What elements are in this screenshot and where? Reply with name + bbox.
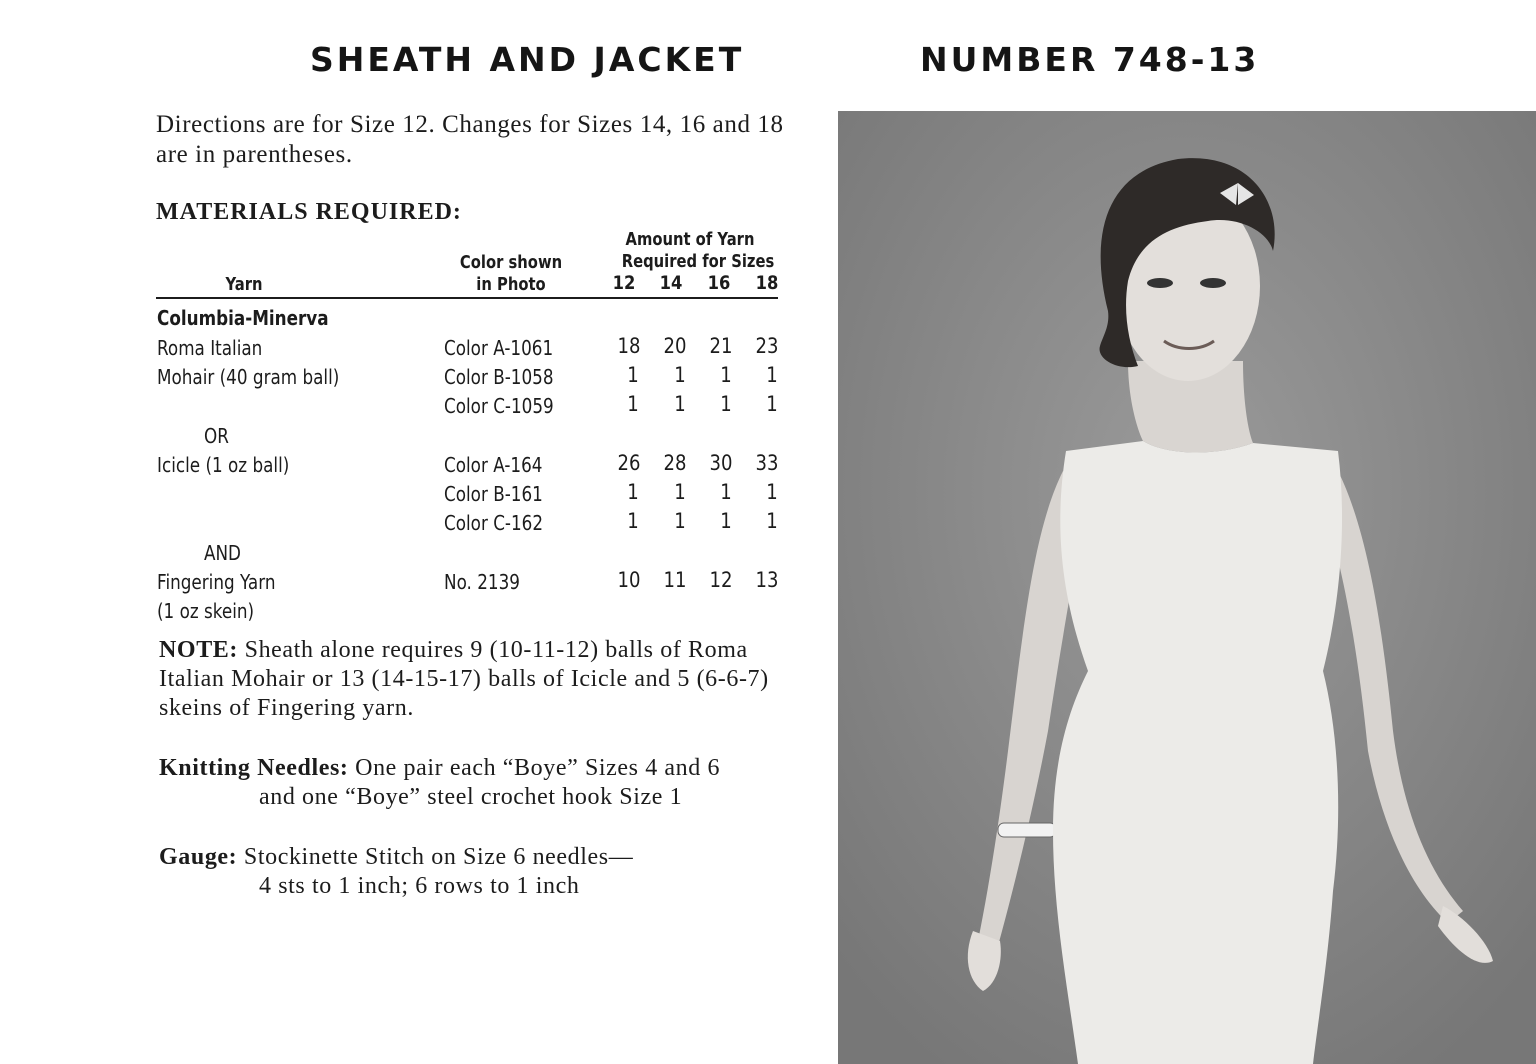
note-paragraph bbox=[159, 636, 784, 723]
needles-label: Knitting Needles: bbox=[159, 755, 349, 781]
amount-cell: 18 bbox=[617, 334, 641, 358]
size-header: 16 bbox=[707, 272, 731, 294]
gauge-paragraph bbox=[159, 843, 799, 901]
amount-cell: 1 bbox=[627, 363, 639, 387]
needles-paragraph bbox=[159, 754, 799, 812]
amount-cell: 1 bbox=[674, 509, 686, 533]
amount-cell: 13 bbox=[755, 568, 779, 592]
size-header: 12 bbox=[612, 272, 636, 294]
note-label: NOTE: bbox=[159, 637, 239, 663]
amount-cell: 12 bbox=[709, 568, 733, 592]
amount-cell: 1 bbox=[720, 363, 732, 387]
amount-cell: 10 bbox=[617, 568, 641, 592]
size-header: 14 bbox=[659, 272, 683, 294]
and-label: AND bbox=[204, 541, 241, 565]
model-illustration bbox=[838, 111, 1536, 1064]
amount-cell: 1 bbox=[627, 392, 639, 416]
brand-name: Columbia-Minerva bbox=[157, 306, 329, 330]
needles-line1: One pair each “Boye” Sizes 4 and 6 bbox=[355, 755, 721, 781]
amount-cell: 1 bbox=[627, 480, 639, 504]
color-code: Color A-164 bbox=[444, 453, 543, 477]
amount-cell: 1 bbox=[674, 392, 686, 416]
amount-cell: 33 bbox=[755, 451, 779, 475]
amount-cell: 1 bbox=[720, 392, 732, 416]
yarn-name: Mohair (40 gram ball) bbox=[157, 365, 340, 389]
materials-heading: MATERIALS REQUIRED: bbox=[156, 199, 462, 225]
note-text: Sheath alone requires 9 (10-11-12) balls of Roma Italian Mohair or 13 (14-15-17) balls of Icicle and 5 (6-6-7) skeins of Fingering yarn. bbox=[159, 637, 769, 721]
color-code: Color B-161 bbox=[444, 482, 543, 506]
page-title: SHEATH AND JACKET bbox=[310, 40, 745, 79]
pattern-number: NUMBER 748-13 bbox=[920, 40, 1260, 79]
amount-cell: 1 bbox=[674, 480, 686, 504]
yarn-name: Roma Italian bbox=[157, 336, 263, 360]
yarn-header: Yarn bbox=[225, 274, 263, 295]
amount-header-line1: Amount of Yarn bbox=[625, 229, 755, 250]
yarn-name: Fingering Yarn bbox=[157, 570, 276, 594]
right-eye bbox=[1200, 278, 1226, 288]
yarn-name: (1 oz skein) bbox=[157, 599, 255, 623]
color-code: Color A-1061 bbox=[444, 336, 554, 360]
amount-cell: 1 bbox=[627, 509, 639, 533]
color-code: Color B-1058 bbox=[444, 365, 554, 389]
color-header-line1: Color shown bbox=[459, 252, 563, 273]
amount-cell: 1 bbox=[720, 480, 732, 504]
table-rule bbox=[156, 297, 778, 299]
gauge-line2: 4 sts to 1 inch; 6 rows to 1 inch bbox=[259, 873, 580, 899]
needles-line2: and one “Boye” steel crochet hook Size 1 bbox=[259, 784, 683, 810]
amount-header-line2: Required for Sizes bbox=[621, 251, 775, 272]
or-label: OR bbox=[204, 424, 229, 448]
amount-cell: 23 bbox=[755, 334, 779, 358]
color-code: No. 2139 bbox=[444, 570, 520, 594]
amount-cell: 1 bbox=[766, 480, 778, 504]
left-eye bbox=[1147, 278, 1173, 288]
amount-cell: 21 bbox=[709, 334, 733, 358]
amount-cell: 1 bbox=[766, 509, 778, 533]
amount-cell: 20 bbox=[663, 334, 687, 358]
gauge-line1: Stockinette Stitch on Size 6 needles— bbox=[243, 844, 634, 870]
amount-cell: 11 bbox=[663, 568, 687, 592]
amount-cell: 1 bbox=[766, 363, 778, 387]
color-header-line2: in Photo bbox=[476, 274, 546, 295]
amount-cell: 1 bbox=[674, 363, 686, 387]
bracelet bbox=[998, 823, 1056, 837]
color-code: Color C-1059 bbox=[444, 394, 554, 418]
amount-cell: 30 bbox=[709, 451, 733, 475]
size-header: 18 bbox=[755, 272, 779, 294]
gauge-label: Gauge: bbox=[159, 844, 238, 870]
color-code: Color C-162 bbox=[444, 511, 544, 535]
amount-cell: 26 bbox=[617, 451, 641, 475]
model-photo bbox=[838, 111, 1536, 1064]
yarn-name: Icicle (1 oz ball) bbox=[157, 453, 290, 477]
amount-cell: 28 bbox=[663, 451, 687, 475]
sheath-dress bbox=[1053, 441, 1342, 1064]
intro-text: Directions are for Size 12. Changes for Sizes 14, 16 and 18 are in parentheses. bbox=[156, 111, 784, 168]
amount-cell: 1 bbox=[766, 392, 778, 416]
amount-cell: 1 bbox=[720, 509, 732, 533]
